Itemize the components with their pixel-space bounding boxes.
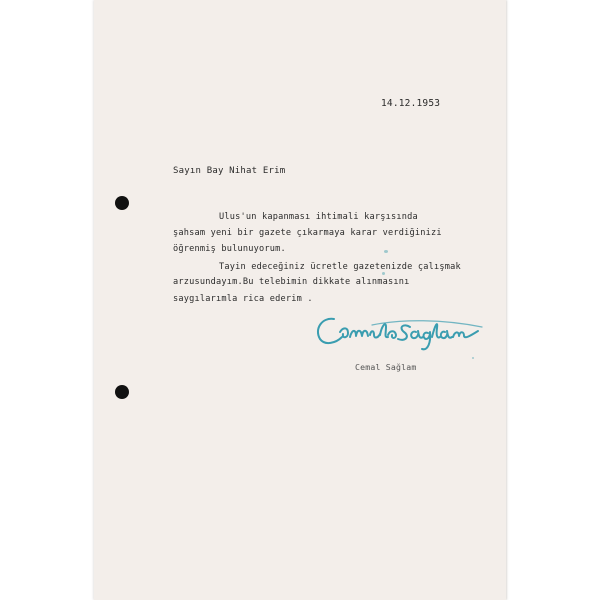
handwritten-signature <box>312 305 492 355</box>
body-line: Tayin edeceğiniz ücretle gazetenizde çalışmak <box>219 262 461 272</box>
ink-speck <box>384 250 388 253</box>
body-line: şahsam yeni bir gazete çıkarmaya karar verdiğinizi <box>173 228 442 238</box>
body-line: saygılarımla rica ederim . <box>173 294 313 304</box>
letter-salutation: Sayın Bay Nihat Erim <box>173 166 286 176</box>
letter-paper <box>94 0 506 600</box>
ink-speck <box>382 272 385 275</box>
punch-hole-bottom <box>115 385 129 399</box>
letter-date: 14.12.1953 <box>381 98 441 109</box>
body-line: arzusundayım.Bu telebimin dikkate alınmasını <box>173 277 410 287</box>
punch-hole-top <box>115 196 129 210</box>
ink-speck <box>472 357 474 359</box>
body-line: Ulus'un kapanması ihtimali karşısında <box>219 212 418 222</box>
signer-name: Cemal Sağlam <box>355 362 417 372</box>
body-line: öğrenmiş bulunuyorum. <box>173 244 286 254</box>
